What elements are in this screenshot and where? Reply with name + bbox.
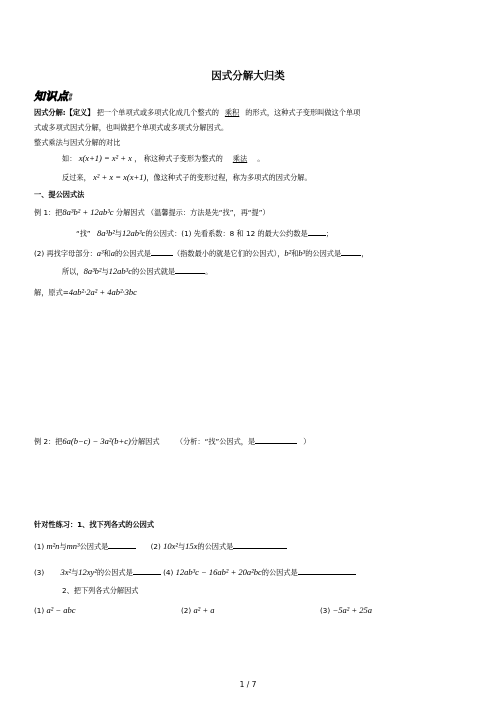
item-number: (4) [163,568,174,577]
close-paren: ） [303,437,311,446]
example-lead: 反过来， [62,173,91,182]
section-heading-common-factor: 一、提公因式法 [34,190,85,199]
practice-row-1 [34,541,287,552]
multiplication-text: ， 称这种式子变形为整式的 [134,154,223,163]
practice-heading [34,520,154,530]
factorization-expression: x² + x = x(x+1) [93,172,147,182]
example-2-lead: 例 2：把 [34,437,63,446]
conclusion-lead: 所以， [62,267,84,276]
term: 12ab³c − 16ab² + 20a²bc [175,567,262,577]
and-word: 与 [71,568,79,577]
item-number: (3) [320,606,331,615]
term: 15x [185,541,198,551]
find-label: “找” [76,229,91,238]
and-word: 与 [101,267,109,276]
and-word: 与 [177,542,186,551]
exponent-note: （指数最小的就是它们的公因式）， [173,249,285,258]
blank-gcd[interactable] [308,228,326,236]
term: −5a² + 25a [332,605,373,615]
item-number: (1) [34,606,45,615]
fill-multiplication: 乘法 [232,154,248,163]
answer-blank[interactable] [108,541,136,549]
definition-text-1: 把一个单项式或多项式化成几个整式的 [96,108,219,117]
practice-row-3-item-2 [181,605,215,616]
period: 。 [257,154,265,163]
term-1: 8a³b² [96,228,115,238]
practice-label: 针对性练习： [34,520,78,529]
conclusion-line [62,266,212,277]
item-number: (3) [34,568,45,577]
item-text: 的公因式是 [197,542,234,551]
and-word: 和 [103,249,111,258]
blank-common-factor[interactable] [175,266,205,274]
term-2: 12ab³c [108,266,132,276]
comparison-heading: 整式乘法与因式分解的对比 [34,138,121,147]
and-word: 与 [114,229,122,238]
knowledge-point-heading: 知识点: [34,90,74,103]
definition-fill-product: 乘积 [224,108,240,117]
common-factor-text: 的公因式是 [115,249,151,258]
period: 。 [205,267,213,276]
item-number: (1) [34,542,45,551]
example-2-analysis: （分析：“找”公因式，是 [175,437,256,446]
term: 3x² [60,567,72,577]
var-a3: a³ [96,248,104,258]
definition-bracket: 【定义】 [65,108,95,117]
term: 10x² [163,541,178,551]
term: a² − abc [46,605,76,615]
letter-step-lead: (2) 再找字母部分： [34,249,97,258]
practice-row-2 [34,567,356,578]
and-word: 与 [59,542,67,551]
blank-b-factor[interactable] [341,248,361,256]
semicolon: ； [325,229,333,238]
practice-row-3-item-3 [320,605,372,616]
multiplication-example [62,153,264,164]
solution-expression: 4ab²·2a² + 4ab²·3bc [68,287,137,297]
multiplication-expression: x(x+1) = x² + x [78,153,132,163]
definition-label: 因式分解: [34,108,66,117]
blank-a-factor[interactable] [151,248,173,256]
definition-line-2: 式或多项式因式分解，也叫做把个单项式或多项式分解因式。 [34,123,229,132]
term: m²n [46,541,60,551]
example-2-expression: 6a(b−c) − 3a²(b+c) [62,436,131,446]
page-title: 因式分解大归类 [211,70,285,82]
find-step-line [76,228,333,239]
solution-line [34,287,137,298]
find-step-text: 的公因式：(1) 先看系数：8 和 12 的最大公约数是 [145,229,308,238]
solution-lead: 解，原式= [34,288,69,297]
page-number: 1 / 7 [239,680,257,689]
answer-blank[interactable] [298,567,356,575]
term-1: 8a³b² [83,266,102,276]
practice-question-1: 1、找下列各式的公因式 [77,520,155,529]
var-b3: b³ [298,248,306,258]
factorization-text: ，像这种式子的变形过程，称为多项式的因式分解。 [146,173,312,182]
definition-text-2: 的形式，这种式子变形叫做这个单项 [245,108,361,117]
blank-example-2[interactable] [255,436,297,444]
term: a² + a [193,605,215,615]
item-text: 公因式是 [79,542,109,551]
example-2-line [34,436,310,447]
term: mn³ [66,541,80,551]
factorization-example [62,172,312,183]
answer-blank[interactable] [133,567,161,575]
var-a: a [110,248,116,258]
common-factor-text: 的公因式是 [305,249,342,258]
answer-blank[interactable] [233,541,287,549]
and-word: 和 [291,249,299,258]
example-1-line [34,207,270,218]
example-1-expression: 8a³b² + 12ab³c [62,207,114,217]
definition-line-1 [34,108,360,118]
item-text: 的公因式是 [261,568,298,577]
letter-step-line [34,248,368,259]
item-number: (2) [181,606,192,615]
practice-question-2: 2、把下列各式分解因式 [62,586,139,595]
example-1-lead: 例 1：把 [34,208,63,217]
item-number: (2) [150,542,161,551]
var-b2: b² [284,248,292,258]
conclusion-text: 的公因式就是 [131,267,176,276]
term-2: 12ab³c [122,228,146,238]
example-2-text: 分解因式 [130,437,160,446]
example-lead: 如： [62,154,77,163]
term: 12xy² [78,567,97,577]
comma: ， [361,249,369,258]
practice-row-3 [34,605,76,616]
item-text: 的公因式是 [96,568,133,577]
example-1-hint: 分解因式 （温馨提示：方法是先“找”，再“提”） [115,208,270,217]
